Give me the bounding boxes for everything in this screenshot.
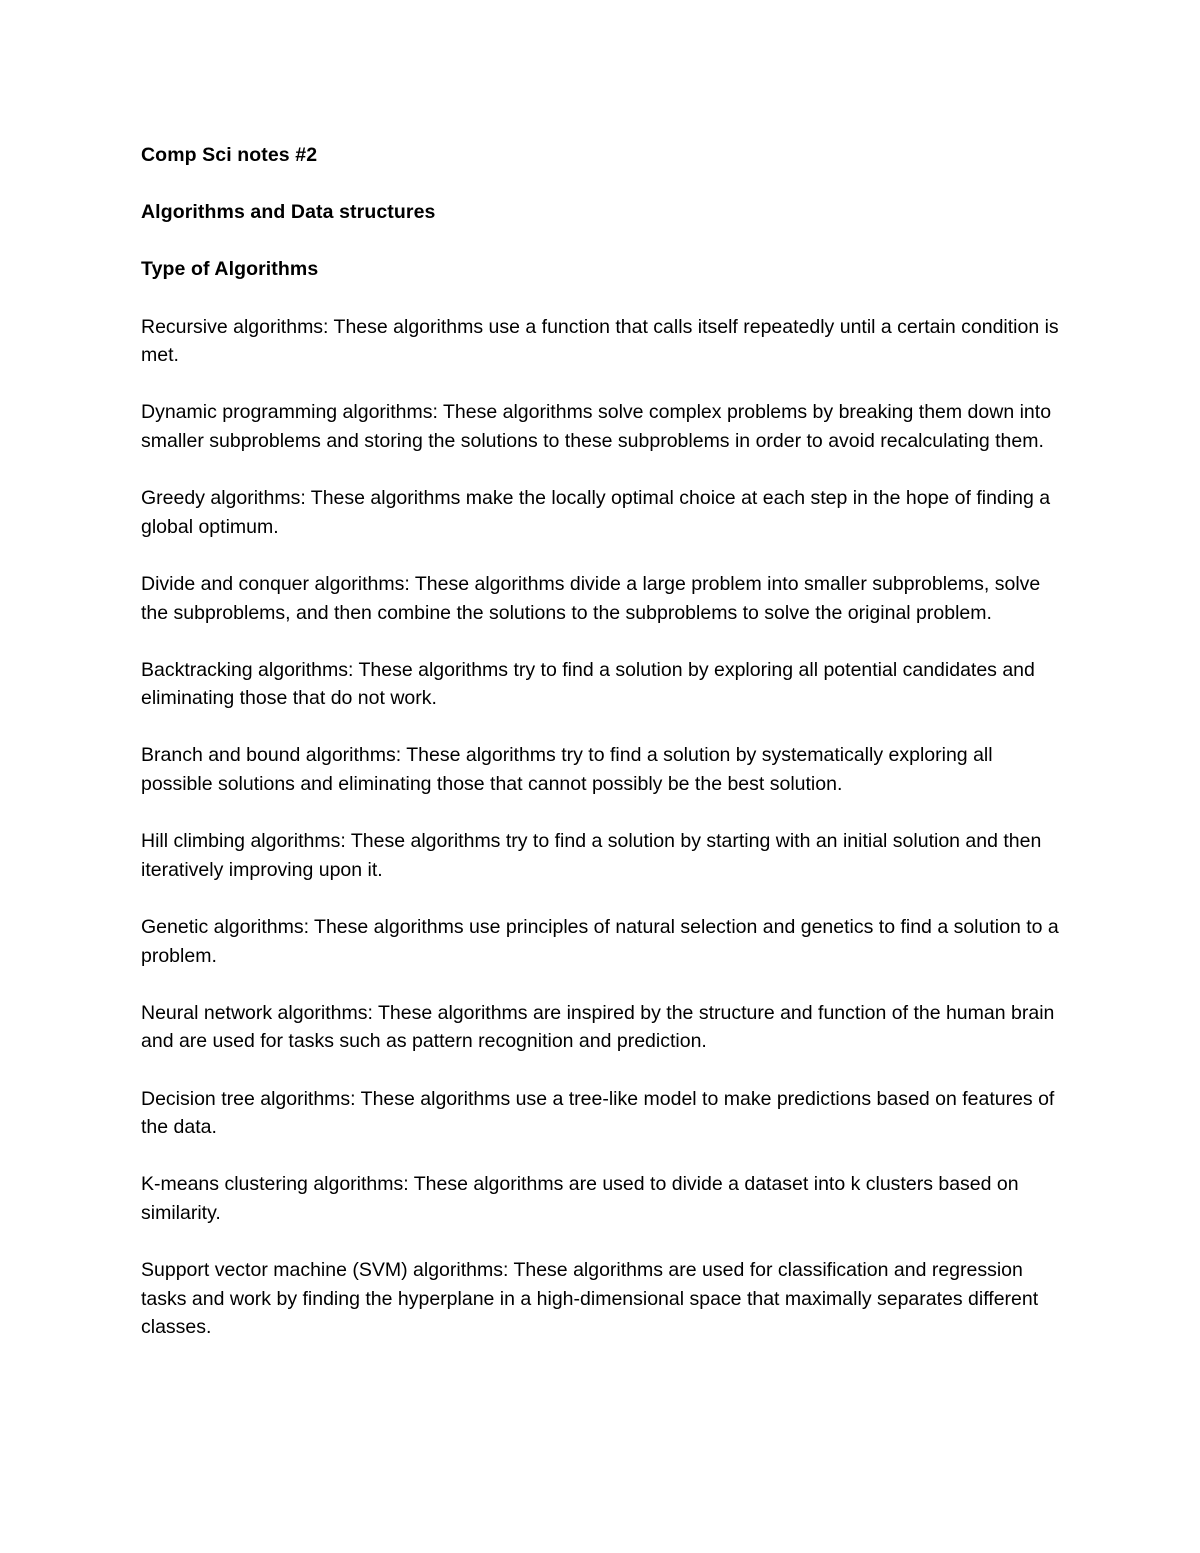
paragraph-neural-network: Neural network algorithms: These algorithms are inspired by the structure and function of the human brain and are used for tasks such as pattern recognition and prediction.	[141, 1001, 1055, 1053]
paragraph-hill-climbing: Hill climbing algorithms: These algorithms try to find a solution by starting with an initial solution and then iteratively improving upon it.	[141, 830, 1042, 881]
paragraph-greedy: Greedy algorithms: These algorithms make the locally optimal choice at each step in the hope of finding a global optimum.	[141, 487, 1051, 538]
document-subtitle: Algorithms and Data structures	[141, 201, 436, 224]
document-content	[141, 141, 1066, 1371]
paragraph-svm: Support vector machine (SVM) algorithms: These algorithms are used for classification and regression tasks and work by finding the hyperplane in a high-dimensional space that maximally separates different classes.	[141, 1259, 1039, 1339]
document-title: Comp Sci notes #2	[141, 144, 318, 166]
section-heading: Type of Algorithms	[141, 258, 319, 281]
paragraph-decision-tree: Decision tree algorithms: These algorithms use a tree-like model to make predictions based on features of the data.	[141, 1087, 1055, 1139]
paragraph-divide-and-conquer: Divide and conquer algorithms: These algorithms divide a large problem into smaller subproblems, solve the subproblems, and then combine the solutions to the subproblems to solve the original problem.	[141, 572, 1041, 624]
paragraph-genetic: Genetic algorithms: These algorithms use principles of natural selection and genetics to find a solution to a problem.	[141, 916, 1059, 967]
paragraph-branch-and-bound: Branch and bound algorithms: These algorithms try to find a solution by systematically exploring all possible solutions and eliminating those that cannot possibly be the best solution.	[141, 744, 993, 796]
paragraph-recursive: Recursive algorithms: These algorithms use a function that calls itself repeatedly until a certain condition is met.	[141, 315, 1059, 367]
paragraph-dynamic-programming: Dynamic programming algorithms: These algorithms solve complex problems by breaking them down into smaller subproblems and storing the solutions to these subproblems in order to avoid recalculating them.	[141, 401, 1052, 452]
paragraph-backtracking: Backtracking algorithms: These algorithms try to find a solution by exploring all potential candidates and eliminating those that do not work.	[141, 658, 1035, 710]
paragraph-k-means: K-means clustering algorithms: These algorithms are used to divide a dataset into k clusters based on similarity.	[141, 1173, 1019, 1224]
